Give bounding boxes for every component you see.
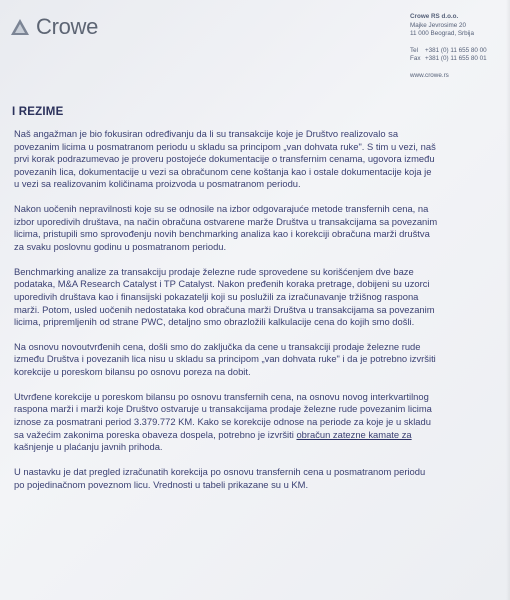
text-line-with-underline [14,429,502,442]
address-city: 11 000 Beograd, Srbija [410,30,474,38]
text-line: Utvrđene korekcije u poreskom bilansu po osnovu transfernih cena, na osnovu novog interkvartilnog [14,390,429,402]
text-line: marži. Potom, usled uočenih nedostataka kod obračuna marži Društva u transakcijama sa povezanim [14,303,435,315]
fax-row [410,55,487,64]
text-line: po pojedinačnom poveznom licu. Vrednosti u tabeli prikazane su u KM. [14,478,309,490]
text-line: za svaku poslovnu godinu u posmatranom periodu. [14,240,227,252]
text-line: u vezi sa realizovanim količinama proizvoda u posmatranom periodu. [14,178,301,190]
text-line: povezanim licima u posmatranom periodu u skladu sa principom „van dohvata ruke". S tim u vezi, naš [14,140,436,152]
paragraph-3 [14,266,502,329]
text-line: raspona marži i marži koje Društvo ostvaruje u transakcijama prodaje železne rude povezanim licima [14,403,432,415]
company-address-block [410,13,487,81]
crowe-logo [10,14,98,40]
text-line: Na osnovu novoutvrđenih cena, došli smo do zaključka da cene u transakciji prodaje železne rude [14,340,421,352]
text-line: Nakon uočenih nepravilnosti koje su se odnosile na izbor odgovarajuće metode transfernih cena, na [14,203,429,215]
website: www.crowe.rs [410,71,449,79]
paragraph-5 [14,391,502,454]
paragraph-6 [14,466,502,491]
paragraph-1 [14,128,502,191]
text-line: povezanih lica, dokumentacije u vezi sa obračunom cene koštanja kao i ostale dokumentacije koja je [14,165,432,177]
text-line: između Društva i povezanih lica nisu u skladu sa principom „van dohvata ruke" i da je potrebno izvršiti [14,353,436,365]
company-name: Crowe RS d.o.o. [410,13,459,20]
document-body [14,128,502,503]
text-line: prvi korak podrazumevao je proveru postojeće dokumentacije o transfernim cenama, ugovora između [14,153,435,165]
fax-number: +381 (0) 11 655 80 01 [425,55,487,63]
text-line: Benchmarking analize za transakciju prodaje železne rude sprovedene su korišćenjem dve baze [14,265,414,277]
text-line: iznose za posmatrani period 3.379.772 KM. Kako se korekcije odnose na periode za koje je u skladu [14,416,431,428]
text-line: podataka, M&A Research Catalyst i TP Catalyst. Nakon pređenih koraka pretrage, dobijeni su uzorci [14,278,430,290]
tel-label: Tel [410,46,419,54]
paragraph-4 [14,341,502,379]
tel-number: +381 (0) 11 655 80 00 [425,46,487,54]
crowe-triangle-icon [10,17,30,37]
text-line: izbor uporedivih društava, na način obračuna ostvarene marže Društva u transakcijama sa povezanim [14,215,438,227]
text-line: uporedivih društava kao i finansijski pokazatelji koji su poslužili za izračunavanje tržišnog raspona [14,290,419,302]
paper-edge-shadow [506,0,510,600]
underlined-text: obračun zatezne kamate za [296,428,412,440]
brand-name: Crowe [36,14,99,39]
fax-label: Fax [410,55,421,63]
text-line: korekcije u poreskom bilansu po osnovu poreza na dobit. [14,366,251,378]
address-street: Majke Jevrosime 20 [410,21,466,29]
text-line: kašnjenje u plaćanju javnih prihoda. [14,441,163,453]
tel-row [410,47,487,56]
text-line: licima, pristupili smo sprovođenju novih benchmarking analiza kao i korekciji obračuna marži društva [14,228,430,240]
text-line: licima, pripremljenih od strane PWC, detaljno smo obrazložili kalkulacije cena do kojih smo došli. [14,316,415,328]
text-line: U nastavku je dat pregled izračunatih korekcija po osnovu transfernih cena u posmatranom periodu [14,466,426,477]
text-fragment: sa važećim zakonima poreska obaveza dospela, potrebno je izvršiti [14,428,297,440]
text-line: Naš angažman je bio fokusiran određivanju da li su transakcije koje je Društvo realizovalo sa [14,128,399,139]
section-heading: I REZIME [12,106,64,118]
paragraph-2 [14,203,502,253]
